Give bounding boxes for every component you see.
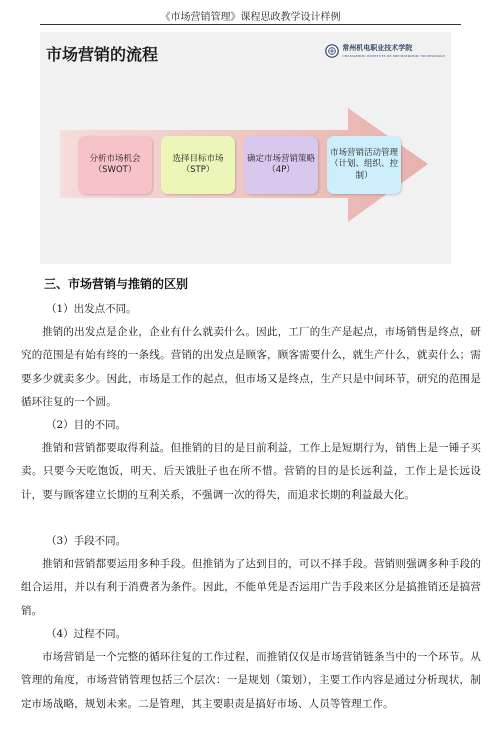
- item-2-title: （2）目的不同。: [46, 419, 127, 431]
- slide-title: 市场营销的流程: [46, 45, 159, 64]
- step-label: 市场营销活动管理（计划、组织、控制）: [330, 147, 399, 181]
- step-label: 分析市场机会（SWOT）: [89, 153, 141, 175]
- page-header: 《市场营销管理》课程思政教学设计样例: [160, 12, 341, 23]
- item-4-title: （4）过程不同。: [46, 628, 127, 640]
- logo-subtitle: CHANGZHOU INSTITUTE OF MECHATRONIC TECHNOLOGY: [342, 54, 445, 58]
- step-marketing-strategy: [244, 136, 318, 194]
- step-select-target-market: [161, 136, 235, 194]
- step-activity-management: [327, 136, 401, 194]
- item-2-body: 推销和营销都要取得利益。但推销的目的是目前利益，工作上是短期行为，销售上是一锤子买卖。只要今天吃饱饭，明天、后天饿肚子也在所不惜。营销的目的是长远利益，工作上是长远设计，要与顾客建立长期的互利关系，不强调一次的得失，而追求长期的利益最大化。: [21, 442, 481, 501]
- item-1-title: （1）出发点不同。: [46, 303, 137, 315]
- logo-name: 常州机电职业技术学院: [342, 43, 413, 52]
- item-3-body: 推销和营销都要运用多种手段。但推销为了达到目的，可以不择手段。营销则强调多种手段的组合运用，并以有利于消费者为条件。因此，不能单凭是否运用广告手段来区分是搞推销还是搞营销。: [21, 558, 481, 617]
- process-slide: [40, 32, 451, 264]
- section-heading: 三、市场营销与推销的区别: [44, 277, 189, 291]
- step-label: 选择目标市场（STP）: [172, 153, 224, 175]
- step-label: 确定市场营销策略（4P）: [247, 153, 316, 175]
- step-analyze-opportunity: [78, 136, 152, 194]
- item-3-title: （3）手段不同。: [46, 535, 127, 547]
- header-rule: [40, 24, 461, 25]
- item-4-body: 市场营销是一个完整的循环往复的工作过程，而推销仅仅是市场营销链条当中的一个环节。从管理的角度，市场营销管理包括三个层次：一是规划（策划），主要工作内容是通过分析现状，制定市场战略，规划未来。二是管理，其主要职责是搞好市场、人员等管理工作。: [21, 651, 481, 710]
- item-1-body: 推销的出发点是企业，企业有什么就卖什么。因此，工厂的生产是起点，市场销售是终点，研究的范围是有始有终的一条线。营销的出发点是顾客，顾客需要什么，就生产什么，就卖什么；需要多少就卖多少。因此，市场是工作的起点，但市场又是终点，生产只是中间环节，研究的范围是循环往复的一个圆。: [21, 326, 481, 408]
